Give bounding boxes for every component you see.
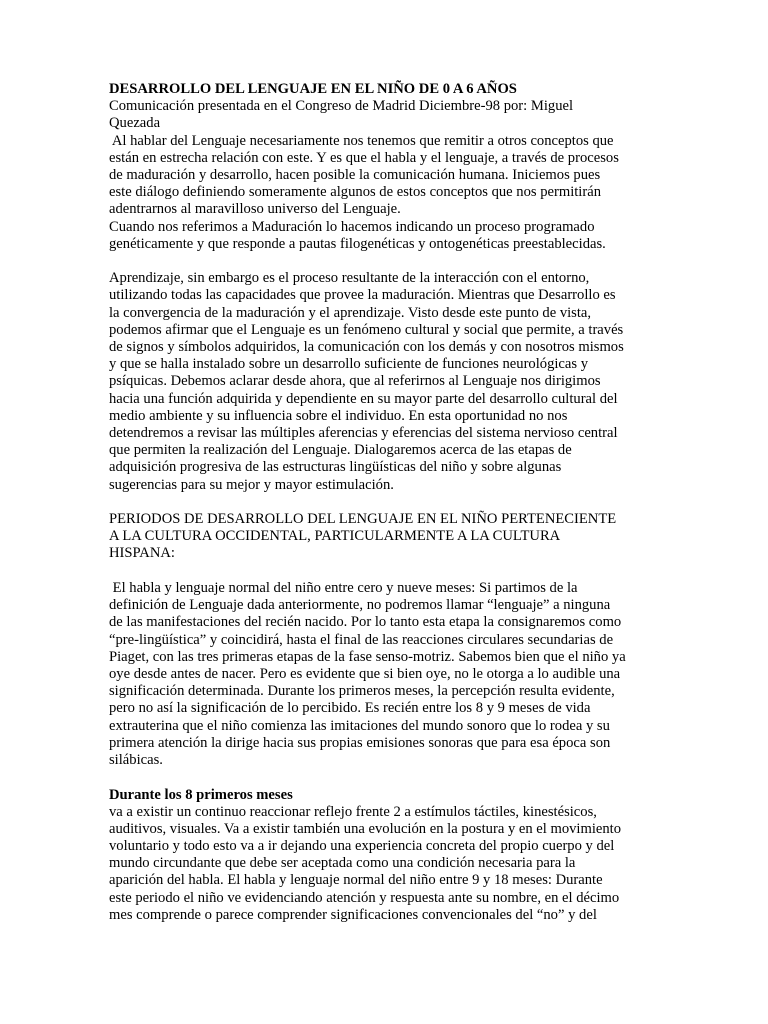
text-line: adquisición progresiva de las estructuras lingüísticas del niño y sobre algunas	[109, 459, 562, 476]
text-line: definición de Lenguaje dada anteriormente, no podremos llamar “lenguaje” a ninguna	[109, 597, 611, 614]
text-line: Aprendizaje, sin embargo es el proceso resultante de la interacción con el entorno,	[109, 270, 590, 287]
paragraph-gap	[109, 563, 669, 580]
paragraph-gap	[109, 769, 669, 786]
text-line: HISPANA:	[109, 545, 175, 562]
text-line: significación determinada. Durante los primeros meses, la percepción resulta evidente,	[109, 683, 615, 700]
text-line: pero no así la significación de lo percibido. Es recién entre los 8 y 9 meses de vida	[109, 700, 591, 717]
text-line: Al hablar del Lenguaje necesariamente nos tenemos que remitir a otros conceptos que	[109, 132, 614, 149]
intro-paragraph	[109, 98, 669, 253]
text-line: que permiten la realización del Lenguaje. Dialogaremos acerca de las etapas de	[109, 442, 572, 459]
text-line: genéticamente y que responde a pautas filogenéticas y ontogenéticas preestablecidas.	[109, 235, 606, 252]
text-line: mes comprende o parece comprender significaciones convencionales del “no” y del	[109, 906, 597, 923]
text-line: y que se halla instalado sobre un desarrollo suficiente de funciones neurológicas y	[109, 356, 589, 373]
text-line: detendremos a revisar las múltiples aferencias y eferencias del sistema nervioso central	[109, 424, 618, 441]
text-line: oye desde antes de nacer. Pero es evidente que si bien oye, no le otorga a lo audible una	[109, 665, 621, 682]
text-line: están en estrecha relación con este. Y es que el habla y el lenguaje, a través de procesos	[109, 149, 619, 166]
text-line: adentrarnos al maravilloso universo del Lenguaje.	[109, 201, 401, 218]
text-line: psíquicas. Debemos aclarar desde ahora, que al referirnos al Lenguaje nos dirigimos	[109, 373, 601, 390]
paragraph-aprendizaje	[109, 270, 669, 493]
text-line: hacia una función adquirida y dependiente en su mayor parte del desarrollo cultural del	[109, 390, 618, 407]
text-line: la convergencia de la maduración y el aprendizaje. Visto desde este punto de vista,	[109, 304, 592, 321]
text-line: mundo circundante que debe ser aceptada como una condición necesaria para la	[109, 855, 576, 872]
paragraph-gap	[109, 253, 669, 270]
text-line: este diálogo definiendo someramente algunos de estos conceptos que nos permitirán	[109, 184, 601, 201]
text-line: utilizando todas las capacidades que provee la maduración. Mientras que Desarrollo es	[109, 287, 616, 304]
paragraph-habla-cero-nueve	[109, 580, 669, 769]
text-line: este periodo el niño ve evidenciando atención y respuesta ante su nombre, en el décimo	[109, 889, 620, 906]
text-line: de las manifestaciones del recién nacido. Por lo tanto esta etapa la consignaremos como	[109, 614, 622, 631]
subheading-primeros-meses: Durante los 8 primeros meses	[109, 786, 293, 803]
text-line: medio ambiente y su influencia sobre el individuo. En esta oportunidad no nos	[109, 407, 568, 424]
document-title: DESARROLLO DEL LENGUAJE EN EL NIÑO DE 0 A 6 AÑOS	[109, 81, 517, 97]
text-line: Cuando nos referimos a Maduración lo hacemos indicando un proceso programado	[109, 218, 595, 235]
text-line: A LA CULTURA OCCIDENTAL, PARTICULARMENTE A LA CULTURA	[109, 528, 561, 545]
text-line: voluntario y todo esto va a ir dejando una experiencia concreta del propio cuerpo y del	[109, 838, 615, 855]
text-line: auditivos, visuales. Va a existir también una evolución en la postura y en el movimiento	[109, 820, 622, 837]
text-line: El habla y lenguaje normal del niño entre cero y nueve meses: Si partimos de la	[109, 580, 578, 597]
paragraph-primeros-meses	[109, 804, 669, 924]
text-line: Comunicación presentada en el Congreso de Madrid Diciembre-98 por: Miguel	[109, 98, 574, 115]
text-line: extrauterina que el niño comienza las imitaciones del mundo sonoro que lo rodea y su	[109, 717, 610, 734]
text-line: aparición del habla. El habla y lenguaje normal del niño entre 9 y 18 meses: Durante	[109, 872, 603, 889]
paragraph-gap	[109, 494, 669, 511]
text-line: de signos y símbolos adquiridos, la comunicación con los demás y con nosotros mismos	[109, 339, 624, 356]
text-line: de maduración y desarrollo, hacen posible la comunicación humana. Iniciemos pues	[109, 166, 601, 183]
text-line: podemos afirmar que el Lenguaje es un fenómeno cultural y social que permite, a través	[109, 321, 624, 338]
text-line: Piaget, con las tres primeras etapas de la fase senso-motriz. Sabemos bien que el niño ya	[109, 648, 626, 665]
text-line: primera atención la dirige hacia sus propias emisiones sonoras que para esa época son	[109, 734, 611, 751]
text-line: silábicas.	[109, 751, 163, 768]
section-heading	[109, 511, 669, 563]
text-line: Quezada	[109, 115, 161, 132]
document-body	[109, 81, 669, 924]
text-line: PERIODOS DE DESARROLLO DEL LENGUAJE EN EL NIÑO PERTENECIENTE	[109, 511, 617, 528]
text-line: sugerencias para su mejor y mayor estimulación.	[109, 476, 394, 493]
text-line: “pre-lingüística” y coincidirá, hasta el final de las reacciones circulares secundarias de	[109, 631, 614, 648]
text-line: va a existir un continuo reaccionar reflejo frente 2 a estímulos táctiles, kinestésicos,	[109, 803, 597, 820]
